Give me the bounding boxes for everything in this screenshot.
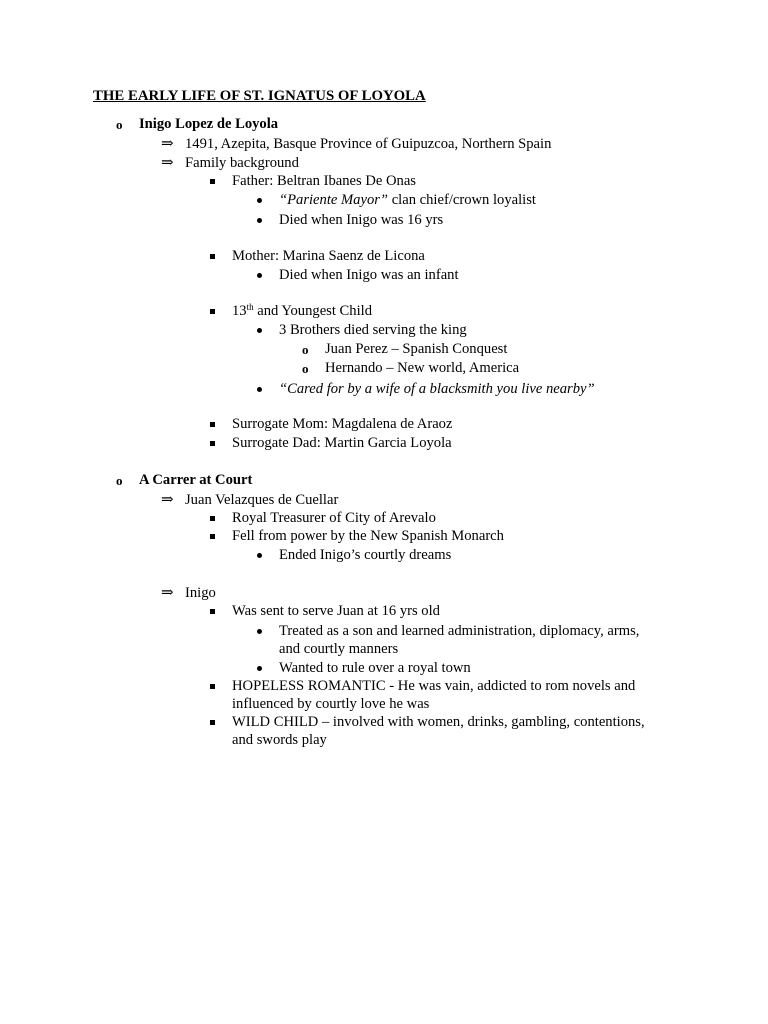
dot-bullet [257,328,262,333]
mother-death-line: Died when Inigo was an infant [279,267,459,283]
father-title-line [279,191,536,210]
juan-role-line: Royal Treasurer of City of Arevalo [232,510,436,526]
juan-line: Juan Velazques de Cuellar [185,492,339,508]
brother-juan-line: Juan Perez – Spanish Conquest [325,341,508,357]
father-death-line: Died when Inigo was 16 yrs [279,212,444,228]
brothers-line: 3 Brothers died serving the king [279,322,467,338]
cared-for-quote: “Cared for by a wife of a blacksmith you live nearby” [279,381,595,397]
dot-bullet [257,218,262,223]
square-bullet [210,309,215,314]
dot-bullet [257,629,262,634]
dot-bullet [257,387,262,392]
dot-bullet [257,666,262,671]
brother-hernando-line: Hernando – New world, America [325,360,520,376]
inigo-line: Inigo [185,585,216,601]
arrow-marker: ⇒ [161,492,174,508]
wanted-line: Wanted to rule over a royal town [279,660,471,676]
square-bullet [210,609,215,614]
dot-bullet [257,273,262,278]
dot-bullet [257,198,262,203]
father-title-rest: clan chief/crown loyalist [388,192,536,208]
square-bullet [210,441,215,446]
arrow-marker: ⇒ [161,136,174,152]
section-heading-inigo: Inigo Lopez de Loyola [139,116,279,132]
circle-marker: o [302,361,309,376]
youngest-child-line [232,302,372,321]
wild-line-2: and swords play [232,732,327,748]
bullet-circle-marker: o [116,473,123,488]
father-line: Father: Beltran Ibanes De Onas [232,173,416,189]
square-bullet [210,684,215,689]
romantic-line-1: HOPELESS ROMANTIC - He was vain, addicted to rom novels and [232,678,636,694]
square-bullet [210,534,215,539]
treated-line-2: and courtly manners [279,641,399,657]
surrogate-dad-line: Surrogate Dad: Martin Garcia Loyola [232,435,452,451]
arrow-marker: ⇒ [161,155,174,171]
square-bullet [210,179,215,184]
child-rest: and Youngest Child [253,303,372,319]
document-title: THE EARLY LIFE OF ST. IGNATUS OF LOYOLA [93,88,426,104]
mother-line: Mother: Marina Saenz de Licona [232,248,425,264]
dot-bullet [257,553,262,558]
child-number: 13 [232,303,247,319]
juan-fall-line: Fell from power by the New Spanish Monarch [232,528,504,544]
child-ordinal-suffix: th [246,302,254,312]
surrogate-mom-line: Surrogate Mom: Magdalena de Araoz [232,416,453,432]
pariente-mayor-quote: “Pariente Mayor” [279,192,389,208]
square-bullet [210,422,215,427]
wild-line-1: WILD CHILD – involved with women, drinks, gambling, contentions, [232,714,645,730]
square-bullet [210,720,215,725]
family-background-line: Family background [185,155,299,171]
square-bullet [210,254,215,259]
inigo-sent-line: Was sent to serve Juan at 16 yrs old [232,603,440,619]
arrow-marker: ⇒ [161,585,174,601]
romantic-line-2: influenced by courtly love he was [232,696,430,712]
square-bullet [210,516,215,521]
juan-end-line: Ended Inigo’s courtly dreams [279,547,452,563]
section-heading-career: A Carrer at Court [139,472,253,488]
birth-line: 1491, Azepita, Basque Province of Guipuzcoa, Northern Spain [185,136,552,152]
bullet-circle-marker: o [116,117,123,132]
treated-line-1: Treated as a son and learned administration, diplomacy, arms, [279,623,640,639]
circle-marker: o [302,342,309,357]
